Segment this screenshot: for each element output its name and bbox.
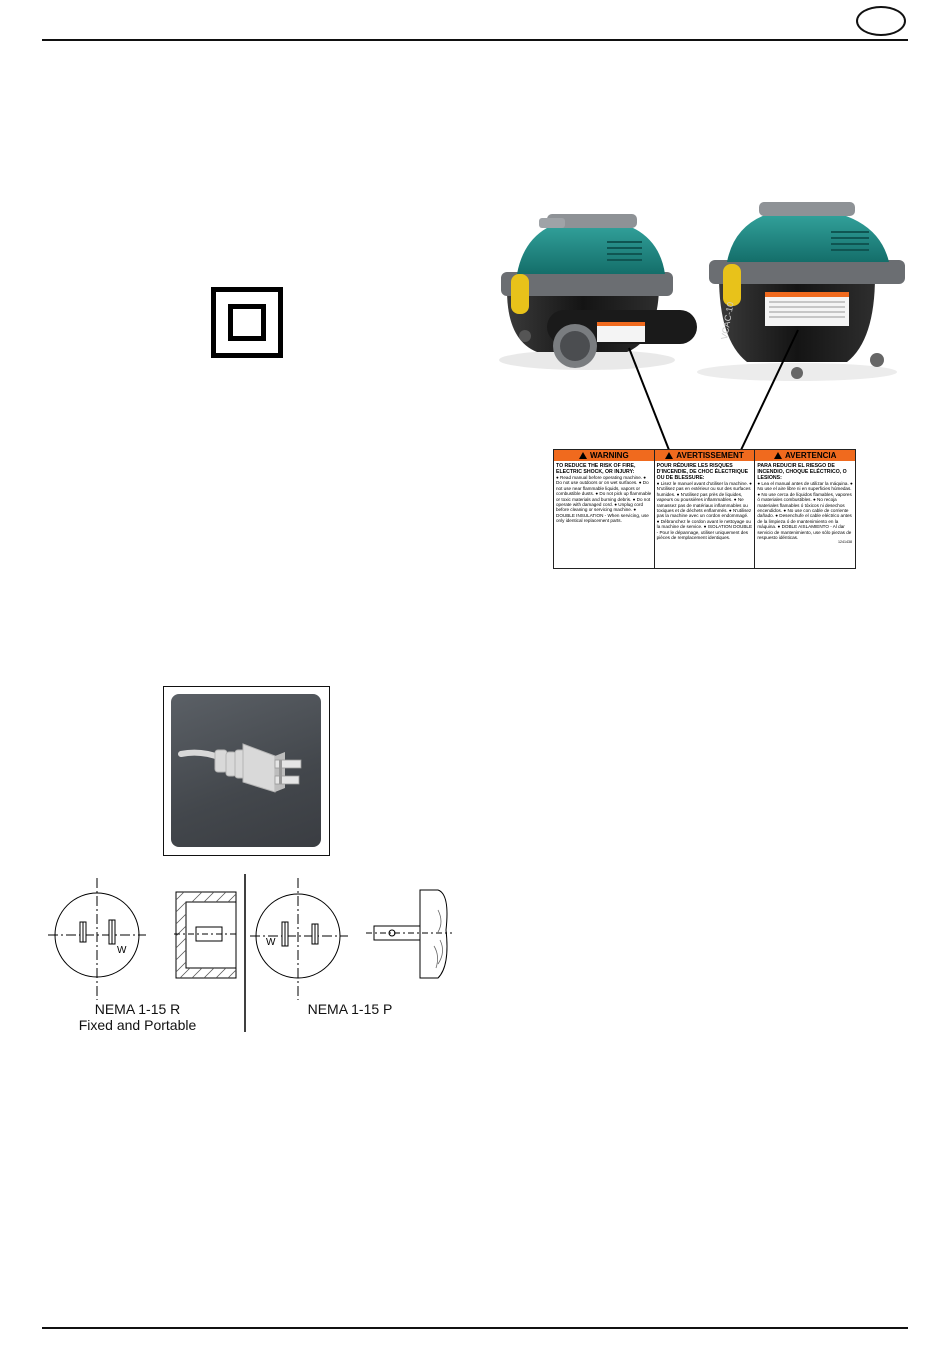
plug-photo-frame — [163, 686, 330, 856]
warning-label — [553, 449, 856, 569]
warning-column-french — [655, 450, 756, 568]
warning-triangle-icon — [579, 452, 587, 459]
svg-text:W: W — [117, 945, 127, 956]
warning-body-english: ● Read manual before operating machine. ● Do not use outdoors or on wet surfaces. ● Do not use near flammable liquids, vapors or combustible dusts. ● Do not pick up flammable or toxic materials and burning debris. ● Do not operate with damaged cord. ● Unplug cord before cleaning or servicing machine. ● DOUBLE INSULATION - When servicing, use only identical replacement parts. — [556, 475, 652, 524]
warning-triangle-icon — [665, 452, 673, 459]
warning-column-spanish — [755, 450, 855, 568]
nema-1-15p-caption — [270, 1001, 430, 1017]
warning-title-spanish: PARA REDUCIR EL RIESGO DE INCENDIO, CHOQUE ELÉCTRICO, O LESIONS: — [757, 463, 847, 481]
nema-1-15r-section — [174, 892, 236, 978]
warning-body-french: ● Lisez le manuel avant d'utiliser la machine. ● N'utilisez pas en extérieur ou sur des surfaces humides. ● N'utilisez pas près de liquides, vapeurs ou poussières inflammables. ● Ne ramassez pas de matériaux inflammables ou toxiques et de déchets enflammés. ● N'utilisez pas la machine avec un cordon endommagé. ● Débranchez le cordon avant le nettoyage ou la machine de service. ● ISOLATION DOUBLE - Pour le dépannage, utiliser uniquement des pièces de remplacement identiques. — [656, 481, 753, 541]
nema-1-15r-caption — [50, 1001, 225, 1033]
vacuum-model-text: VCAC-10 — [719, 301, 736, 341]
nema-1-15p-title: NEMA 1-15 P — [307, 1001, 393, 1017]
footer-rule — [42, 1327, 908, 1329]
svg-text:W: W — [266, 937, 276, 948]
nema-diagrams — [40, 870, 460, 1040]
nema-1-15r-face — [48, 878, 146, 1000]
warning-column-english — [554, 450, 655, 568]
label-part-number: 1241438 — [838, 540, 853, 545]
label-leader-lines — [0, 0, 950, 460]
warning-title-french: POUR RÉDUIRE LES RISQUES D'INCENDIE, DE CHOC ÉLECTRIQUE OU DE BLESSURE: — [656, 463, 749, 481]
nema-1-15p-face — [250, 878, 348, 1000]
nema-1-15p-side — [366, 890, 452, 978]
nema-1-15r-title: NEMA 1-15 R — [94, 1001, 181, 1017]
warning-header-spanish: AVERTENCIA — [755, 450, 855, 461]
two-prong-plug-icon — [171, 694, 321, 847]
warning-triangle-icon — [774, 452, 782, 459]
warning-body-spanish: ● Lea el manual antes de utilizar la máquina. ● No use el aire libre ni en superficies húmedas. ● No use cerca de líquidos flamables, vapores ó materiales combustibles. ● No recoja materiales flamables ó tóxicos ni desechos encendidos. ● No use con cable de corriente dañado. ● Desenchufe el cable eléctrico antes de la limpieza ó de mantenimiento en la máquina. ● DOBLE AISLAMIENTO - Al dar servicio de mantenimiento, use sólo piezas de respuesto idénticas. — [757, 481, 853, 541]
nema-1-15r-subtitle: Fixed and Portable — [78, 1017, 197, 1033]
warning-header-english: WARNING — [554, 450, 654, 461]
warning-header-french: AVERTISSEMENT — [655, 450, 755, 461]
plug-photo-panel — [171, 694, 321, 847]
warning-title-english: TO REDUCE THE RISK OF FIRE, ELECTRIC SHOCK, OR INJURY: — [556, 463, 636, 475]
